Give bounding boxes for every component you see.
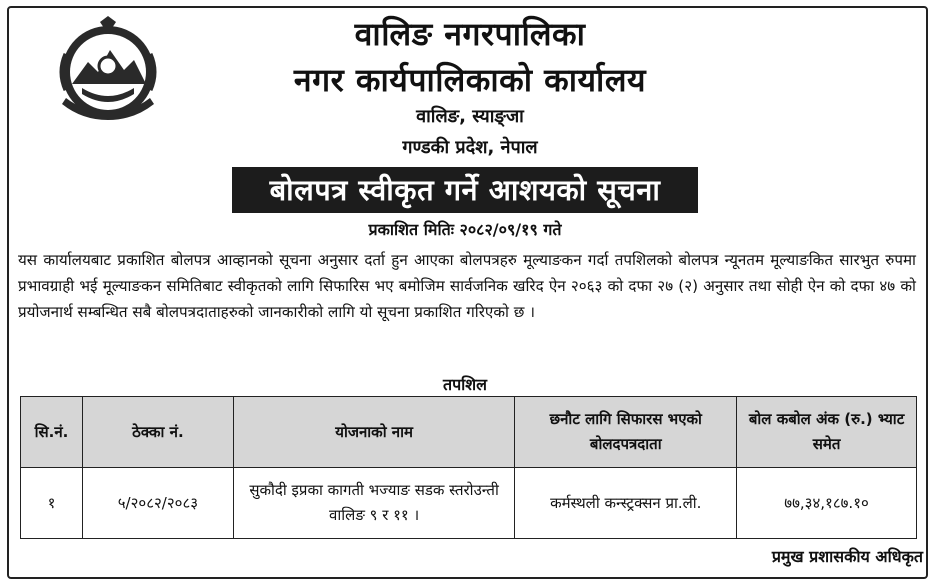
cell-project-name: सुकौदी इप्रका कागती भज्याङ सडक स्तरोउन्ती वालिङ ९ र ११ ।: [233, 468, 515, 539]
col-header-project-name: योजनाको नाम: [233, 397, 515, 468]
municipality-name: वालिङ नगरपालिका: [354, 15, 586, 53]
col-header-bid-amount: बोल कबोल अंक (रु.) भ्याट समेत: [737, 397, 917, 468]
signatory-title: प्रमुख प्रशासकीय अधिकृत: [771, 547, 923, 566]
cell-bidder: कर्मस्थली कन्स्ट्रक्सन प्रा.ली.: [515, 468, 737, 539]
office-location: वालिङ, स्याङ्जा: [416, 106, 524, 127]
notice-body-text: यस कार्यालयबाट प्रकाशित बोलपत्र आव्हानको सूचना अनुसार दर्ता हुन आएका बोलपत्रहरु मूल्याङकन गर्दा तपशिलको बोलपत्र न्यूनतम मूल्याङकित सारभुत रुपमा प्रभावग्राही भई मूल्याङकन समितिबाट स्वीकृतको लागि सिफारिस भए बमोजिम सार्वजनिक खरिद ऐन २०६३ को दफा २७ (२) अनुसार तथा सोही ऐन को दफा ४७ को प्रयोजनार्थ सम्बन्धित सबै बोलपत्रदाताहरुको जानकारीको लागि यो सूचना प्रकाशित गरिएको छ ।: [18, 251, 916, 321]
col-header-contract-no: ठेक्का नं.: [82, 397, 233, 468]
office-name: नगर कार्यपालिकाको कार्यालय: [293, 61, 647, 99]
cell-serial: १: [21, 468, 83, 539]
published-date: प्रकाशित मितिः २०८२/०९/१९ गते: [368, 220, 562, 239]
col-header-serial: सि.नं.: [21, 397, 83, 468]
province-country: गण्डकी प्रदेश, नेपाल: [402, 137, 538, 158]
col-header-bidder: छनौट लागि सिफारस भएको बोलदपत्रदाता: [515, 397, 737, 468]
table-caption: तपशिल: [442, 375, 488, 394]
table-row: [21, 468, 917, 539]
cell-bid-amount: ७७,३४,१८७.१०: [737, 468, 917, 539]
cell-contract-no: ५/२०८२/२०८३: [82, 468, 233, 539]
notice-title: बोलपत्र स्वीकृत गर्ने आशयको सूचना: [232, 167, 698, 213]
nepal-government-emblem-icon: [52, 14, 164, 126]
schedule-table: [20, 396, 917, 539]
table-header-row: [21, 397, 917, 468]
